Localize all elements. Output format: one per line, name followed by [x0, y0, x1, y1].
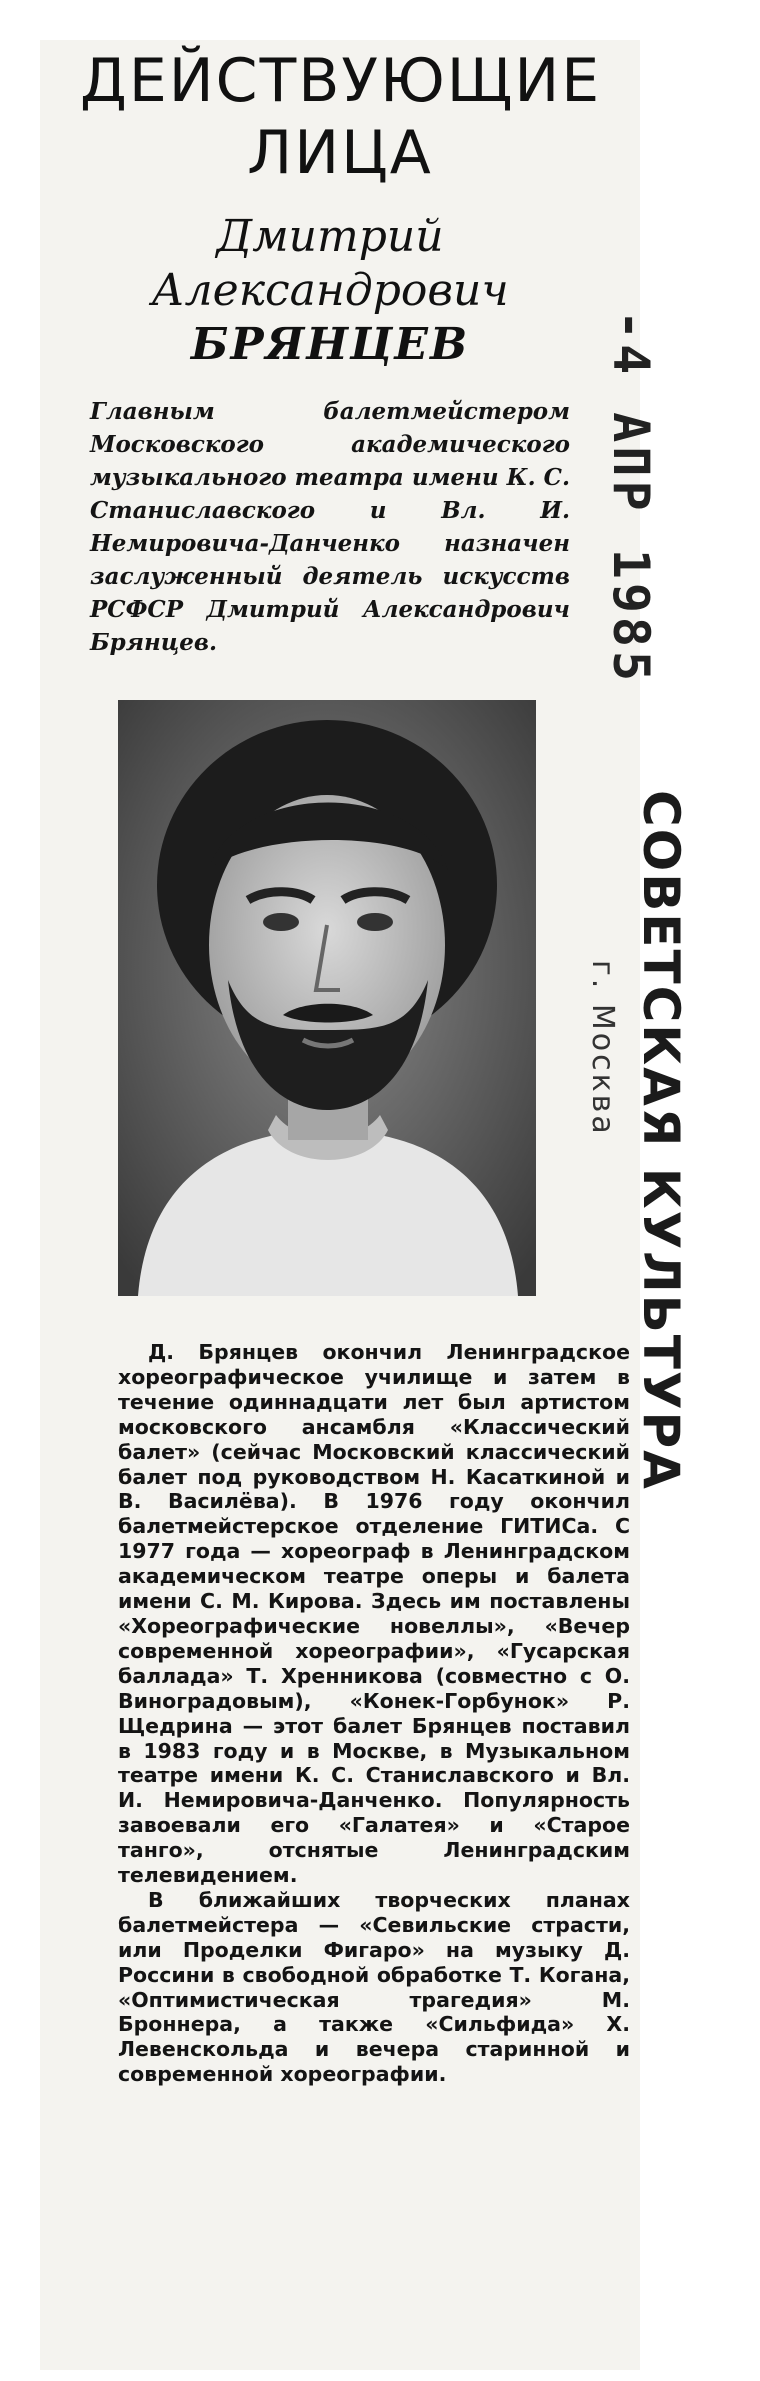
article-paragraph: В ближайших творческих планах балетмейстера — «Севильские страсти, или Проделки Фигаро» на музыку Д. Россини в свободной обработке Т. Когана, «Оптимистическая трагедия» М. Броннера, а также «Сильфида» Х. Левенскольда и вечера старинной и современной хореографии.: [118, 1887, 630, 2087]
portrait-photo: [118, 700, 536, 1296]
person-patronymic: Александрович: [151, 265, 509, 316]
article-body: [118, 1340, 630, 2087]
article-paragraph: Д. Брянцев окончил Ленинградское хореографическое училище и затем в течение одиннадцати лет был артистом московского ансамбля «Классический балет» (сейчас Московский классический балет под руководством Н. Касаткиной и В. Василёва). В 1976 году окончил балетмейстерское отделение ГИТИСа. С 1977 года — хореограф в Ленинградском академическом театре оперы и балета имени С. М. Кирова. Здесь им поставлены «Хореографические новеллы», «Вечер современной хореографии», «Гусарская баллада» Т. Хренникова (совместно с О. Виноградовым), «Конек-Горбунок» Р. Щедрина — этот балет Брянцев поставил в 1983 году и в Москве, в Музыкальном театре имени К. С. Станиславского и Вл. И. Немировича-Данченко. Популярность завоевали его «Галатея» и «Старое танго», отснятые Ленинградским телевидением.: [118, 1340, 630, 1888]
article-heading: ДЕЙСТВУЮЩИЕ ЛИЦА: [80, 46, 602, 188]
city-stamp: г. Москва: [585, 960, 620, 1137]
person-first-name: Дмитрий: [216, 211, 444, 262]
person-surname: БРЯНЦЕВ: [190, 319, 470, 370]
newspaper-stamp: СОВЕТСКАЯ КУЛЬТУРА: [632, 790, 690, 1491]
person-name: [120, 210, 540, 372]
lead-paragraph: Главным балетмейстером Московского академического музыкального театра имени К. С. Станиславского и Вл. И. Немировича-Данченко назначен заслуженный деятель искусств РСФСР Дмитрий Александрович Брянцев.: [90, 398, 570, 656]
date-stamp: -4 АПР 1985: [602, 310, 660, 686]
